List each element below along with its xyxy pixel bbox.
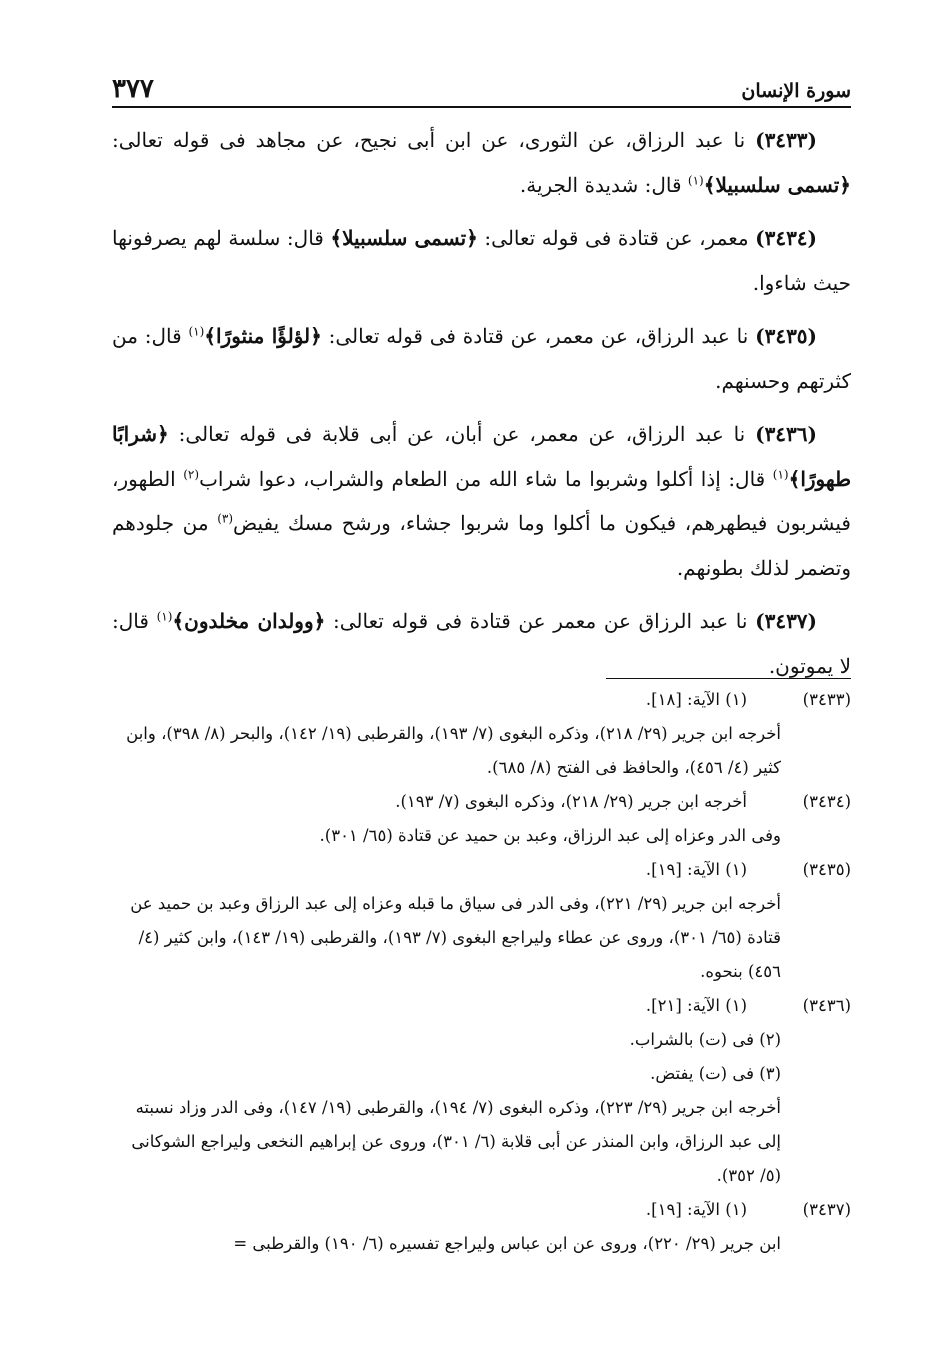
footnote-marker: (١): [188, 324, 205, 339]
entry-text: نا عبد الرزاق، عن معمر، عن قتادة فى قوله تعالى:: [321, 324, 756, 348]
page-header: [112, 62, 851, 108]
quran-verse: ﴿وولدان مخلدون﴾: [172, 609, 326, 633]
footnote-line: [112, 819, 851, 853]
footnote-marker: (١): [156, 609, 173, 624]
footnote-text: (١) الآية: [١٩].: [645, 860, 747, 879]
page-number: ٣٧٧: [112, 74, 154, 104]
footnote-text: أخرجه ابن جرير (٢٩/ ٢٢١)، وفى الدر فى سياق ما قبله وعزاه إلى عبد الرزاق وعبد بن حميد عن قتادة (٦٥/ ٣٠١)، وروى عن عطاء وليراجع البغوى (٧/ ١٩٣)، والقرطبى (١٩/ ١٤٣)، وابن كثير (٤/ ٤٥٦) بنحوه.: [130, 894, 781, 981]
footnote-marker: (٣): [217, 511, 234, 526]
entry-text: قال: من كثرتهم وحسنهم.: [112, 324, 851, 393]
entry-number: (٣٤٣٣): [755, 128, 817, 152]
footnote-text: ابن جرير (٢٩/ ٢٢٠)، وروى عن ابن عباس وليراجع تفسيره (٦/ ١٩٠) والقرطبى =: [233, 1234, 781, 1253]
entry-number: (٣٤٣٦): [755, 422, 817, 446]
footnote-text: أخرجه ابن جرير (٢٩/ ٢١٨)، وذكره البغوى (٧/ ١٩٣).: [395, 792, 747, 811]
entry-number: (٣٤٣٤): [755, 226, 818, 250]
running-title: سورة الإنسان: [741, 80, 851, 102]
footnote-marker: (٢): [183, 466, 200, 481]
footnote-separator: [606, 678, 851, 679]
footnote-text: (٣) فى (ت) يفتض.: [650, 1064, 781, 1083]
hadith-entry-3435: [112, 314, 851, 403]
footnote-line: [112, 1057, 851, 1091]
entry-text: قال: سلسة لهم يصرفونها حيث شاءوا.: [112, 226, 851, 295]
hadith-entry-3434: [112, 216, 851, 305]
footnote-text: (٢) فى (ت) بالشراب.: [629, 1030, 781, 1049]
entry-number: (٣٤٣٧): [755, 609, 818, 633]
footnote-line: [112, 785, 851, 819]
footnote-marker: (١): [687, 172, 704, 187]
footnote-line: [112, 1091, 851, 1193]
footnote-line: [112, 853, 851, 887]
main-text: [112, 118, 851, 697]
footnote-entry-number: (٣٤٣٤): [802, 792, 851, 811]
footnote-entry-number: (٣٤٣٦): [802, 996, 851, 1015]
hadith-entry-3433: [112, 118, 851, 207]
footnote-line: [112, 1227, 851, 1261]
footnote-line: [112, 989, 851, 1023]
quran-verse: ﴿شرابًا طهورًا﴾: [112, 422, 851, 491]
entry-text: نا عبد الرزاق، عن معمر، عن أبان، عن أبى قلابة فى قوله تعالى:: [168, 422, 756, 446]
footnote-entry-number: (٣٤٣٧): [802, 1200, 851, 1219]
footnote-text: أخرجه ابن جرير (٢٩/ ٢٢٣)، وذكره البغوى (٧/ ١٩٤)، والقرطبى (١٩/ ١٤٧)، وفى الدر وزاد نسبته إلى عبد الرزاق، وابن المنذر عن أبى قلابة (٦/ ٣٠١)، وروى عن إبراهيم النخعى وليراجع الشوكانى (٥/ ٣٥٢).: [131, 1098, 781, 1185]
entry-number: (٣٤٣٥): [755, 324, 818, 348]
footnote-line: [112, 683, 851, 717]
footnote-line: [112, 1193, 851, 1227]
footnote-line: [112, 1023, 851, 1057]
footnote-text: (١) الآية: [٢١].: [645, 996, 747, 1015]
quran-verse: ﴿تسمى سلسبيلا﴾: [330, 226, 478, 250]
hadith-entry-3436: [112, 412, 851, 590]
entry-text: الطهور، فيشربون فيطهرهم، فيكون ما أكلوا وما شربوا جشاء، ورشح مسك يفيض: [112, 466, 851, 535]
footnote-text: وفى الدر وعزاه إلى عبد الرزاق، وعبد بن حميد عن قتادة (٦٥/ ٣٠١).: [319, 826, 781, 845]
footnotes: [112, 683, 851, 1261]
quran-verse: ﴿تسمى سلسبيلا﴾: [703, 172, 851, 197]
footnote-text: (١) الآية: [١٩].: [645, 1200, 747, 1219]
entry-text: قال: إذا أكلوا وشربوا ما شاء الله من الطعام والشراب، دعوا شراب: [199, 466, 773, 491]
footnote-line: [112, 717, 851, 785]
hadith-entry-3437: [112, 599, 851, 688]
footnote-entry-number: (٣٤٣٥): [802, 860, 851, 879]
entry-text: معمر، عن قتادة فى قوله تعالى:: [477, 226, 756, 250]
entry-text: قال: لا يموتون.: [112, 609, 851, 678]
footnote-text: أخرجه ابن جرير (٢٩/ ٢١٨)، وذكره البغوى (٧/ ١٩٣)، والقرطبى (١٩/ ١٤٢)، والبحر (٨/ ٣٩٨)، وابن كثير (٤/ ٤٥٦)، والحافظ فى الفتح (٨/ ٦٨٥).: [126, 724, 781, 777]
quran-verse: ﴿لؤلؤًا منثورًا﴾: [204, 324, 322, 348]
footnote-entry-number: (٣٤٣٣): [802, 690, 851, 709]
footnote-line: [112, 887, 851, 989]
footnote-text: (١) الآية: [١٨].: [645, 690, 747, 709]
footnote-marker: (١): [772, 466, 789, 481]
entry-text: قال: شديدة الجرية.: [519, 172, 688, 197]
entry-text: نا عبد الرزاق، عن الثورى، عن ابن أبى نجيح، عن مجاهد فى قوله تعالى:: [112, 128, 756, 152]
entry-text: نا عبد الرزاق عن معمر عن قتادة فى قوله تعالى:: [325, 609, 756, 633]
entry-text: من جلودهم وتضمر لذلك بطونهم.: [112, 511, 851, 580]
